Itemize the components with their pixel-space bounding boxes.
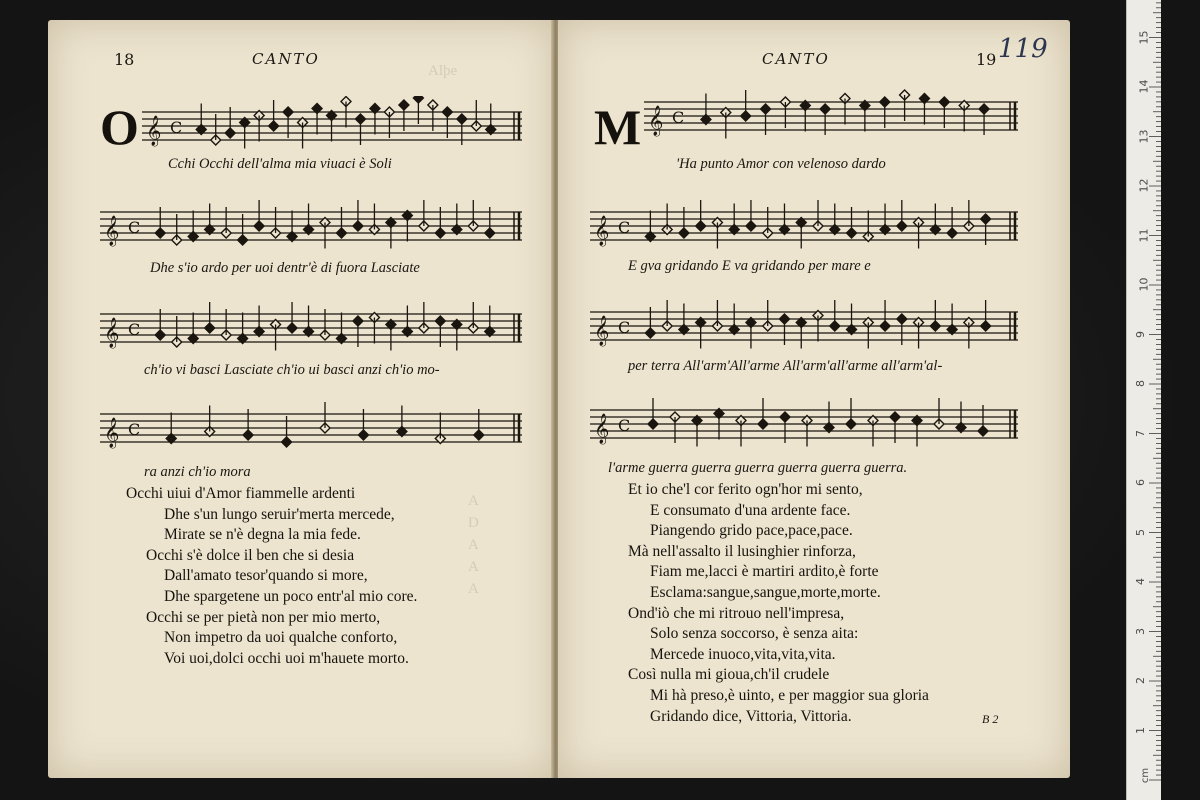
decorated-initial-right: M: [594, 99, 642, 155]
poem-line: Dhe spargetene un poco entr'al mio core.: [164, 587, 418, 605]
poem-stanza-right: [628, 480, 929, 727]
left-page: [48, 20, 555, 778]
poem-line: Esclama:sangue,sangue,morte,morte.: [650, 583, 881, 601]
poem-line: Dhe s'un lungo seruir'merta mercede,: [164, 505, 395, 523]
page-number-right: 19: [976, 50, 997, 69]
ruler-number: 6: [1134, 479, 1147, 486]
lyric-line: 'Ha punto Amor con velenoso dardo: [676, 156, 886, 172]
music-staff: [142, 96, 522, 160]
page-header-right: CANTO: [762, 50, 830, 68]
poem-line: Solo senza soccorso, è senza aita:: [650, 625, 859, 643]
mensuration-sign: C: [170, 118, 183, 137]
mensuration-sign: C: [618, 416, 631, 435]
bleed-through-text: Alþe: [428, 63, 458, 79]
poem-line: E consumato d'una ardente face.: [650, 501, 851, 519]
ruler-number: 1: [1134, 726, 1147, 734]
mensuration-sign: C: [618, 318, 631, 337]
music-staff: [100, 196, 522, 260]
poem-line: Occhi s'è dolce il ben che si desia: [146, 546, 355, 564]
poem-line: Mà nell'assalto il lusinghier rinforza,: [628, 542, 856, 560]
poem-line: Ond'iò che mi ritrouo nell'impresa,: [628, 604, 845, 622]
lyric-line: Dhe s'io ardo per uoi dentr'è di fuora Lasciate: [150, 260, 420, 276]
clef-symbol: 𝄞: [594, 216, 610, 246]
music-staff: [590, 296, 1018, 360]
mensuration-sign: C: [618, 218, 631, 237]
clef-symbol: 𝄞: [594, 414, 610, 444]
music-staff: [100, 298, 522, 362]
page-number-left: 18: [114, 50, 135, 69]
poem-line: Così nulla mi gioua,ch'il crudele: [628, 666, 830, 684]
mensuration-sign: C: [128, 218, 141, 237]
ruler-number: 4: [1134, 578, 1147, 585]
right-page: [558, 20, 1070, 778]
poem-line: Fiam me,lacci è martiri ardito,è forte: [650, 563, 879, 581]
ruler-number: 5: [1134, 528, 1147, 536]
poem-line: Gridando dice, Vittoria, Vittoria.: [650, 707, 852, 725]
clef-symbol: 𝄞: [594, 316, 610, 346]
poem-line: Piangendo grido pace,pace,pace.: [650, 522, 853, 540]
poem-line: Mirate se n'è degna la mia fede.: [164, 526, 361, 544]
poem-line: Et io che'l cor ferito ogn'hor mi sento,: [628, 481, 863, 498]
lyric-line: ra anzi ch'io mora: [144, 464, 251, 480]
clef-symbol: 𝄞: [104, 216, 120, 246]
ruler-number: 7: [1134, 429, 1147, 437]
clef-symbol: 𝄞: [648, 106, 664, 136]
poem-line: Mi hà preso,è uinto, e per maggior sua gloria: [650, 686, 929, 704]
lyric-line: E gva gridando E va gridando per mare e: [628, 258, 871, 274]
ruler-number: 13: [1137, 129, 1151, 143]
mensuration-sign: C: [128, 420, 141, 439]
music-staff: [590, 394, 1018, 458]
open-book: [48, 20, 1070, 778]
ruler-number: 10: [1137, 277, 1151, 292]
poem-stanza-left: [126, 484, 417, 669]
mensuration-sign: C: [672, 108, 685, 127]
poem-line: Mercede inuoco,vita,vita,vita.: [650, 645, 836, 663]
ruler-number: 9: [1134, 330, 1147, 338]
poem-line: Dall'amato tesor'quando si more,: [164, 567, 368, 585]
measuring-ruler: [1126, 0, 1161, 800]
lyric-line: Cchi Occhi dell'alma mia viuaci è Soli: [168, 156, 392, 172]
clef-symbol: 𝄞: [104, 318, 120, 348]
page-header-left: CANTO: [252, 50, 320, 68]
clef-symbol: 𝄞: [146, 116, 162, 146]
signature-mark: B 2: [982, 712, 999, 726]
poem-line: Occhi se per pietà non per mio merto,: [146, 608, 381, 626]
mensuration-sign: C: [128, 320, 141, 339]
lyric-line: per terra All'arm'All'arme All'arm'all'arme all'arm'al-: [628, 358, 943, 374]
decorated-initial-left: O: [100, 99, 139, 155]
lyric-line: ch'io vi basci Lasciate ch'io ui basci anzi ch'io mo-: [144, 362, 440, 378]
poem-line: Voi uoi,dolci occhi uoi m'hauete morto.: [164, 649, 409, 667]
ruler-unit-label: cm: [1140, 767, 1152, 784]
clef-symbol: 𝄞: [104, 418, 120, 448]
ruler-number: 2: [1134, 677, 1147, 684]
bleed-through-text-lower: A D A A A: [468, 493, 479, 597]
lyric-line: l'arme guerra guerra guerra guerra guerra guerra.: [608, 460, 908, 476]
poem-line: Non impetro da uoi qualche conforto,: [164, 629, 398, 647]
ruler-number: 12: [1137, 178, 1151, 193]
ruler-number: 11: [1137, 228, 1151, 242]
music-staff: [590, 196, 1018, 260]
poem-line: Occhi uiui d'Amor fiammelle ardenti: [126, 485, 356, 502]
ruler-number: 15: [1137, 30, 1151, 44]
ruler-number: 14: [1137, 79, 1151, 94]
ruler-number: 8: [1134, 380, 1147, 387]
ruler-number: 3: [1134, 627, 1147, 635]
handwritten-folio-number: 119: [998, 34, 1048, 64]
music-staff: [100, 398, 522, 462]
music-staff: [644, 86, 1018, 150]
